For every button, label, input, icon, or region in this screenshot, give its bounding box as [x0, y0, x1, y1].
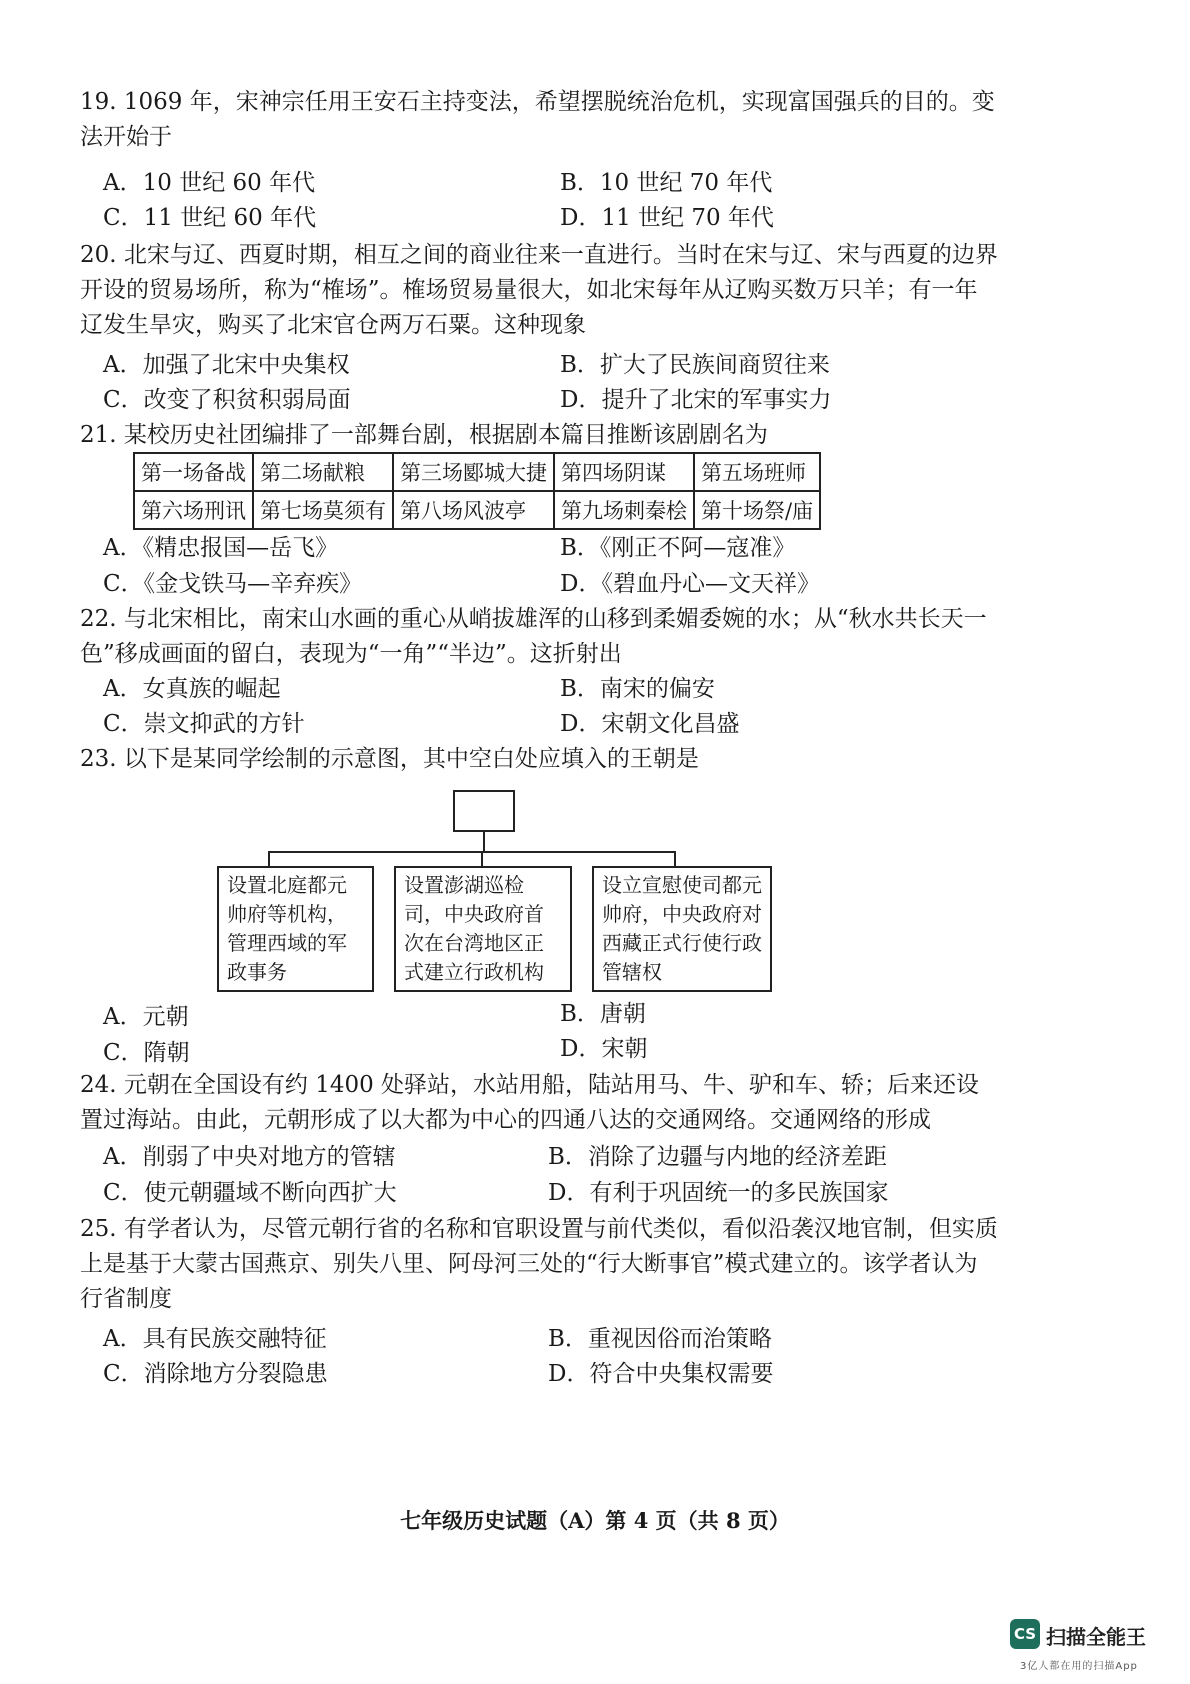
watermark-tagline: 3亿人都在用的扫描App [1020, 1661, 1138, 1672]
q21-option-c: C．《金戈铁马—辛弃疾》 [103, 571, 363, 597]
question-20-stem: 20. 北宋与辽、西夏时期，相互之间的商业往来一直进行。当时在宋与辽、宋与西夏的边界开设的贸易场所，称为“榷场”。榷场贸易量很大，如北宋每年从辽购买数万只羊；有一年辽发生旱灾，购买了北宋官仓两万石粟。这种现象 [80, 242, 998, 338]
diagram-connector [483, 832, 485, 852]
q22-option-d: D．宋朝文化昌盛 [560, 711, 740, 737]
q21-option-d: D．《碧血丹心—文天祥》 [560, 571, 820, 597]
question-19-stem: 19. 1069 年，宋神宗任用王安石主持变法，希望摆脱统治危机，实现富国强兵的目的。变法开始于 [80, 89, 995, 150]
scene-cell: 第七场莫须有 [253, 491, 393, 529]
question-19 [80, 85, 1000, 155]
question-22 [80, 602, 1000, 672]
q24-option-a: A．削弱了中央对地方的管辖 [103, 1144, 396, 1170]
question-21-stem: 21. 某校历史社团编排了一部舞台剧，根据剧本篇目推断该剧剧名为 [80, 422, 768, 448]
scene-table [133, 452, 821, 530]
q25-option-d: D．符合中央集权需要 [548, 1361, 774, 1387]
question-24-stem: 24. 元朝在全国设有约 1400 处驿站，水站用船，陆站用马、牛、驴和车、轿；后来还设置过海站。由此，元朝形成了以大都为中心的四通八达的交通网络。交通网络的形成 [80, 1072, 980, 1133]
q20-option-c: C．改变了积贫积弱局面 [103, 387, 351, 413]
scanner-watermark [1010, 1617, 1160, 1675]
scene-cell: 第九场刺秦桧 [554, 491, 694, 529]
watermark-name: 扫描全能王 [1046, 1625, 1146, 1649]
q22-option-c: C．崇文抑武的方针 [103, 711, 305, 737]
q21-option-a: A．《精忠报国—岳飞》 [103, 535, 339, 561]
scene-row [134, 491, 820, 529]
q19-option-a: A．10 世纪 60 年代 [103, 170, 316, 196]
q23-option-c: C．隋朝 [103, 1040, 190, 1066]
q19-option-d: D．11 世纪 70 年代 [560, 205, 774, 231]
scene-cell: 第六场刑讯 [134, 491, 253, 529]
page-footer: 七年级历史试题（A）第 4 页（共 8 页） [400, 1508, 790, 1533]
q20-option-b: B．扩大了民族间商贸往来 [560, 352, 830, 378]
q23-option-d: D．宋朝 [560, 1036, 648, 1062]
q20-option-d: D．提升了北宋的军事实力 [560, 387, 832, 413]
q23-option-b: B．唐朝 [560, 1001, 646, 1027]
diagram-box-penghu: 设置澎湖巡检司，中央政府首次在台湾地区正式建立行政机构 [394, 866, 572, 992]
q25-option-c: C．消除地方分裂隐患 [103, 1361, 328, 1387]
diagram-box-tibet: 设立宣慰使司都元帅府，中央政府对西藏正式行使行政管辖权 [592, 866, 772, 992]
q22-option-a: A．女真族的崛起 [103, 676, 281, 702]
scene-cell: 第十场祭/庙 [694, 491, 820, 529]
question-23-stem: 23. 以下是某同学绘制的示意图，其中空白处应填入的王朝是 [80, 746, 699, 772]
diagram-box-beiting: 设置北庭都元帅府等机构，管理西域的军政事务 [217, 866, 374, 992]
camscanner-logo-icon: CS [1010, 1619, 1040, 1649]
q25-option-b: B．重视因俗而治策略 [548, 1326, 772, 1352]
question-20 [80, 238, 1000, 343]
blank-dynasty-box [453, 790, 515, 832]
scene-row [134, 453, 820, 491]
question-24 [80, 1068, 1000, 1138]
q24-option-c: C．使元朝疆域不断向西扩大 [103, 1180, 397, 1206]
scene-cell: 第五场班师 [694, 453, 820, 491]
scene-cell: 第三场郾城大捷 [393, 453, 554, 491]
scene-cell: 第一场备战 [134, 453, 253, 491]
question-21 [80, 418, 1000, 453]
q20-option-a: A．加强了北宋中央集权 [103, 352, 350, 378]
diagram-connector [268, 851, 676, 853]
q24-option-d: D．有利于巩固统一的多民族国家 [548, 1180, 889, 1206]
q19-option-c: C．11 世纪 60 年代 [103, 205, 317, 231]
scene-cell: 第二场献粮 [253, 453, 393, 491]
q21-option-b: B．《刚正不阿—寇准》 [560, 535, 796, 561]
q19-option-b: B．10 世纪 70 年代 [560, 170, 773, 196]
scene-cell: 第四场阴谋 [554, 453, 694, 491]
question-25 [80, 1212, 1000, 1317]
q25-option-a: A．具有民族交融特征 [103, 1326, 327, 1352]
scene-cell: 第八场风波亭 [393, 491, 554, 529]
q24-option-b: B．消除了边疆与内地的经济差距 [548, 1144, 887, 1170]
question-23 [80, 742, 1000, 777]
q22-option-b: B．南宋的偏安 [560, 676, 715, 702]
question-25-stem: 25. 有学者认为，尽管元朝行省的名称和官职设置与前代类似，看似沿袭汉地官制，但实质上是基于大蒙古国燕京、别失八里、阿母河三处的“行大断事官”模式建立的。该学者认为行省制度 [80, 1216, 998, 1312]
q23-option-a: A．元朝 [103, 1004, 189, 1030]
question-22-stem: 22. 与北宋相比，南宋山水画的重心从峭拔雄浑的山移到柔媚委婉的水；从“秋水共长天一色”移成画面的留白，表现为“一角”“半边”。这折射出 [80, 606, 987, 667]
